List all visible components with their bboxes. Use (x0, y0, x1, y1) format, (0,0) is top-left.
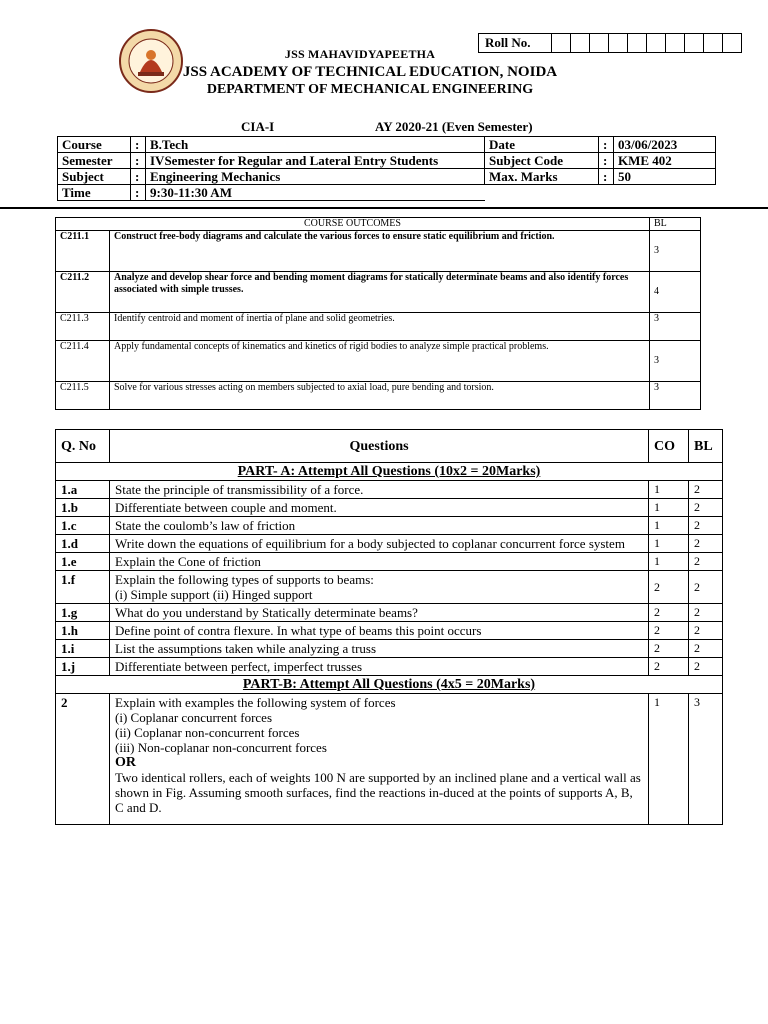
subject-label: Subject (58, 169, 131, 185)
part-b-heading: PART-B: Attempt All Questions (4x5 = 20Marks) (56, 676, 723, 694)
bl-header: BL (650, 218, 701, 231)
question-text (110, 604, 649, 622)
question-row (56, 571, 723, 604)
co-text: Analyze and develop shear force and bending moment diagrams for statically determinate beams and also identify forces associated with simple trusses. (110, 272, 650, 313)
roll-digit-box[interactable] (666, 34, 685, 53)
question-text (110, 640, 649, 658)
qno-header: Q. No (56, 430, 110, 463)
question-line: Define point of contra flexure. In what type of beams this point occurs (115, 623, 482, 638)
institution-name: JSS ACADEMY OF TECHNICAL EDUCATION, NOIDA (182, 64, 558, 80)
question-line: List the assumptions taken while analyzing a truss (115, 641, 377, 656)
question-number: 1.j (56, 658, 110, 676)
course-label: Course (58, 137, 131, 153)
roll-digit-box[interactable] (723, 34, 742, 53)
question-text (110, 499, 649, 517)
co-text: Construct free-body diagrams and calculate the various forces to ensure static equilibrium and friction. (110, 231, 650, 272)
co-text: Apply fundamental concepts of kinematics and kinetics of rigid bodies to analyze simple practical problems. (110, 341, 650, 382)
question-line: Differentiate between perfect, imperfect trusses (115, 659, 362, 674)
question-co: 1 (649, 694, 689, 825)
separator: : (131, 153, 146, 169)
question-text (110, 553, 649, 571)
questions-table (55, 429, 723, 825)
question-bl: 2 (689, 571, 723, 604)
question-co: 2 (649, 640, 689, 658)
question-line: What do you understand by Statically determinate beams? (115, 605, 418, 620)
date-value: 03/06/2023 (614, 137, 716, 153)
department-name: DEPARTMENT OF MECHANICAL ENGINEERING (206, 82, 534, 97)
question-bl: 2 (689, 535, 723, 553)
semester-label: Semester (58, 153, 131, 169)
question-co: 1 (649, 499, 689, 517)
question-bl: 2 (689, 481, 723, 499)
question-co: 2 (649, 571, 689, 604)
co-id: C211.2 (56, 272, 110, 313)
question-line: (iii) Non-coplanar non-concurrent forces (115, 740, 327, 755)
co-bl: 4 (650, 272, 701, 313)
co-header: CO (649, 430, 689, 463)
separator: : (131, 169, 146, 185)
co-bl: 3 (650, 382, 701, 410)
question-row (56, 553, 723, 571)
question-line: State the coulomb’s law of friction (115, 518, 296, 533)
question-co: 2 (649, 658, 689, 676)
question-co: 2 (649, 604, 689, 622)
question-line: Explain the following types of supports to beams: (115, 572, 374, 587)
or-separator: OR (115, 755, 136, 770)
time-value: 9:30-11:30 AM (146, 185, 485, 201)
question-row (56, 499, 723, 517)
co-id: C211.5 (56, 382, 110, 410)
roll-digit-box[interactable] (685, 34, 704, 53)
question-row (56, 622, 723, 640)
roll-digit-box[interactable] (647, 34, 666, 53)
subject-code-label: Subject Code (485, 153, 599, 169)
question-bl: 2 (689, 553, 723, 571)
question-bl: 3 (689, 694, 723, 825)
question-co: 1 (649, 517, 689, 535)
questions-header: Questions (110, 430, 649, 463)
max-marks-label: Max. Marks (485, 169, 599, 185)
question-number: 2 (56, 694, 110, 825)
question-row (56, 481, 723, 499)
question-text (110, 535, 649, 553)
separator: : (599, 169, 614, 185)
question-number: 1.g (56, 604, 110, 622)
question-number: 1.b (56, 499, 110, 517)
question-text (110, 658, 649, 676)
separator: : (131, 185, 146, 201)
question-co: 1 (649, 535, 689, 553)
question-bl: 2 (689, 640, 723, 658)
question-bl: 2 (689, 658, 723, 676)
question-line: Explain the Cone of friction (115, 554, 261, 569)
question-number: 1.h (56, 622, 110, 640)
question-line: (ii) Coplanar non-concurrent forces (115, 725, 300, 740)
question-row (56, 604, 723, 622)
question-co: 1 (649, 481, 689, 499)
subject-code-value: KME 402 (614, 153, 716, 169)
co-id: C211.3 (56, 313, 110, 341)
co-id: C211.4 (56, 341, 110, 382)
institution-parent: JSS MAHAVIDYAPEETHA (284, 47, 436, 61)
question-line: State the principle of transmissibility of a force. (115, 482, 364, 497)
time-label: Time (58, 185, 131, 201)
question-bl: 2 (689, 517, 723, 535)
course-outcomes-table (55, 217, 701, 410)
question-line: Write down the equations of equilibrium for a body subjected to coplanar concurrent force system (115, 536, 625, 551)
question-bl: 2 (689, 604, 723, 622)
question-alt-text: Two identical rollers, each of weights 100 N are supported by an inclined plane and a vertical wall as shown in Fig. Assuming smooth surfaces, find the reactions in-duced at the points of supports A, B, C and D. (115, 770, 641, 815)
question-number: 1.e (56, 553, 110, 571)
roll-digit-box[interactable] (704, 34, 723, 53)
question-text (110, 481, 649, 499)
subject-value: Engineering Mechanics (146, 169, 485, 185)
bl-header: BL (689, 430, 723, 463)
question-number: 1.a (56, 481, 110, 499)
part-a-heading: PART- A: Attempt All Questions (10x2 = 20Marks) (56, 463, 723, 481)
roll-label: Roll No. (479, 34, 552, 53)
separator: : (599, 153, 614, 169)
question-number: 1.c (56, 517, 110, 535)
question-co: 2 (649, 622, 689, 640)
question-row (56, 640, 723, 658)
question-line: Explain with examples the following system of forces (115, 695, 396, 710)
academic-year: AY 2020-21 (Even Semester) (375, 119, 533, 134)
question-line: (i) Simple support (ii) Hinged support (115, 587, 313, 602)
question-row (56, 535, 723, 553)
co-bl: 3 (650, 313, 701, 341)
semester-value: IVSemester for Regular and Lateral Entry Students (146, 153, 485, 169)
question-text (110, 694, 649, 825)
co-id: C211.1 (56, 231, 110, 272)
question-row (56, 658, 723, 676)
separator: : (599, 137, 614, 153)
separator: : (131, 137, 146, 153)
co-bl: 3 (650, 231, 701, 272)
co-text: Identify centroid and moment of inertia of plane and solid geometries. (110, 313, 650, 341)
question-text (110, 571, 649, 604)
question-line: Differentiate between couple and moment. (115, 500, 337, 515)
question-number: 1.d (56, 535, 110, 553)
exam-info-table (57, 136, 716, 201)
question-text (110, 622, 649, 640)
question-co: 1 (649, 553, 689, 571)
exam-title: CIA-I (241, 119, 275, 134)
roll-digit-box[interactable] (628, 34, 647, 53)
question-number: 1.f (56, 571, 110, 604)
course-value: B.Tech (146, 137, 485, 153)
course-outcomes-title: COURSE OUTCOMES (56, 218, 650, 231)
question-bl: 2 (689, 622, 723, 640)
date-label: Date (485, 137, 599, 153)
part-a-rows (56, 481, 723, 676)
question-line: (i) Coplanar concurrent forces (115, 710, 273, 725)
max-marks-value: 50 (614, 169, 716, 185)
co-text: Solve for various stresses acting on members subjected to axial load, pure bending and torsion. (110, 382, 650, 410)
co-bl: 3 (650, 341, 701, 382)
question-number: 1.i (56, 640, 110, 658)
question-row (56, 517, 723, 535)
question-bl: 2 (689, 499, 723, 517)
header-divider (0, 207, 768, 209)
question-text (110, 517, 649, 535)
